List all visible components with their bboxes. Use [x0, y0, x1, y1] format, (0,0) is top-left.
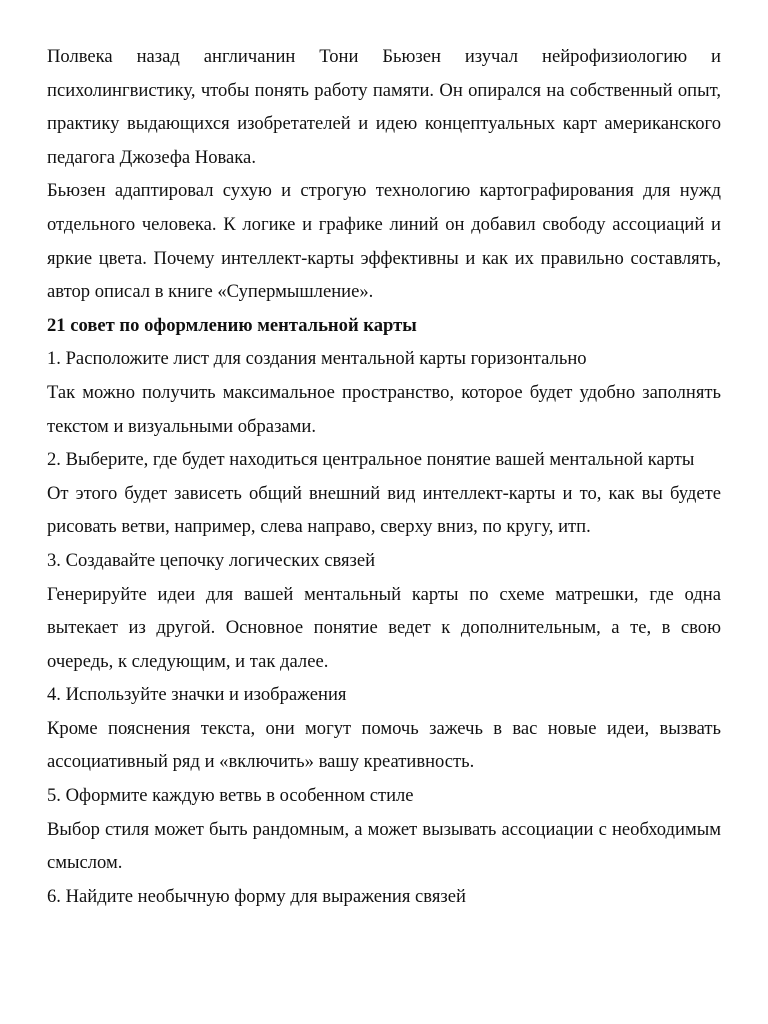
tip-4-body: Кроме пояснения текста, они могут помочь зажечь в вас новые идеи, вызвать ассоциативный ряд и «включить» вашу креативность.	[47, 717, 721, 773]
tip-2-body: От этого будет зависеть общий внешний вид интеллект-карты и то, как вы будете рисовать ветви, например, слева направо, сверху вниз, по кругу, итп.	[47, 482, 721, 538]
tip-4-title: 4. Используйте значки и изображения	[47, 684, 347, 706]
tip-2-title: 2. Выберите, где будет находиться центральное понятие вашей ментальной карты	[47, 449, 695, 471]
tip-6-title: 6. Найдите необычную форму для выражения связей	[47, 885, 466, 907]
tip-5-title: 5. Оформите каждую ветвь в особенном стиле	[47, 785, 414, 807]
intro-paragraph-1: Полвека назад англичанин Тони Бьюзен изучал нейрофизиологию и психолингвистику, чтобы понять работу памяти. Он опирался на собственный опыт, практику выдающихся изобретателей и идею концептуальных карт американского педагога Джозефа Новака.	[47, 46, 721, 168]
tip-3-title: 3. Создавайте цепочку логических связей	[47, 549, 376, 571]
tip-3-body: Генерируйте идеи для вашей ментальный карты по схеме матрешки, где одна вытекает из другой. Основное понятие ведет к дополнительным, а те, в свою очередь, к следующим, и так далее.	[47, 583, 721, 672]
document-page	[47, 40, 721, 913]
tip-1-title: 1. Расположите лист для создания ментальной карты горизонтально	[47, 348, 587, 370]
tip-1-body: Так можно получить максимальное пространство, которое будет удобно заполнять текстом и визуальными образами.	[47, 381, 721, 437]
tip-5-body: Выбор стиля может быть рандомным, а может вызывать ассоциации с необходимым смыслом.	[47, 818, 721, 874]
section-title: 21 совет по оформлению ментальной карты	[47, 314, 417, 336]
intro-paragraph-2: Бьюзен адаптировал сухую и строгую технологию картографирования для нужд отдельного человека. К логике и графике линий он добавил свободу ассоциаций и яркие цвета. Почему интеллект-карты эффективны и как их правильно составлять, автор описал в книге «Супермышление».	[47, 180, 721, 303]
